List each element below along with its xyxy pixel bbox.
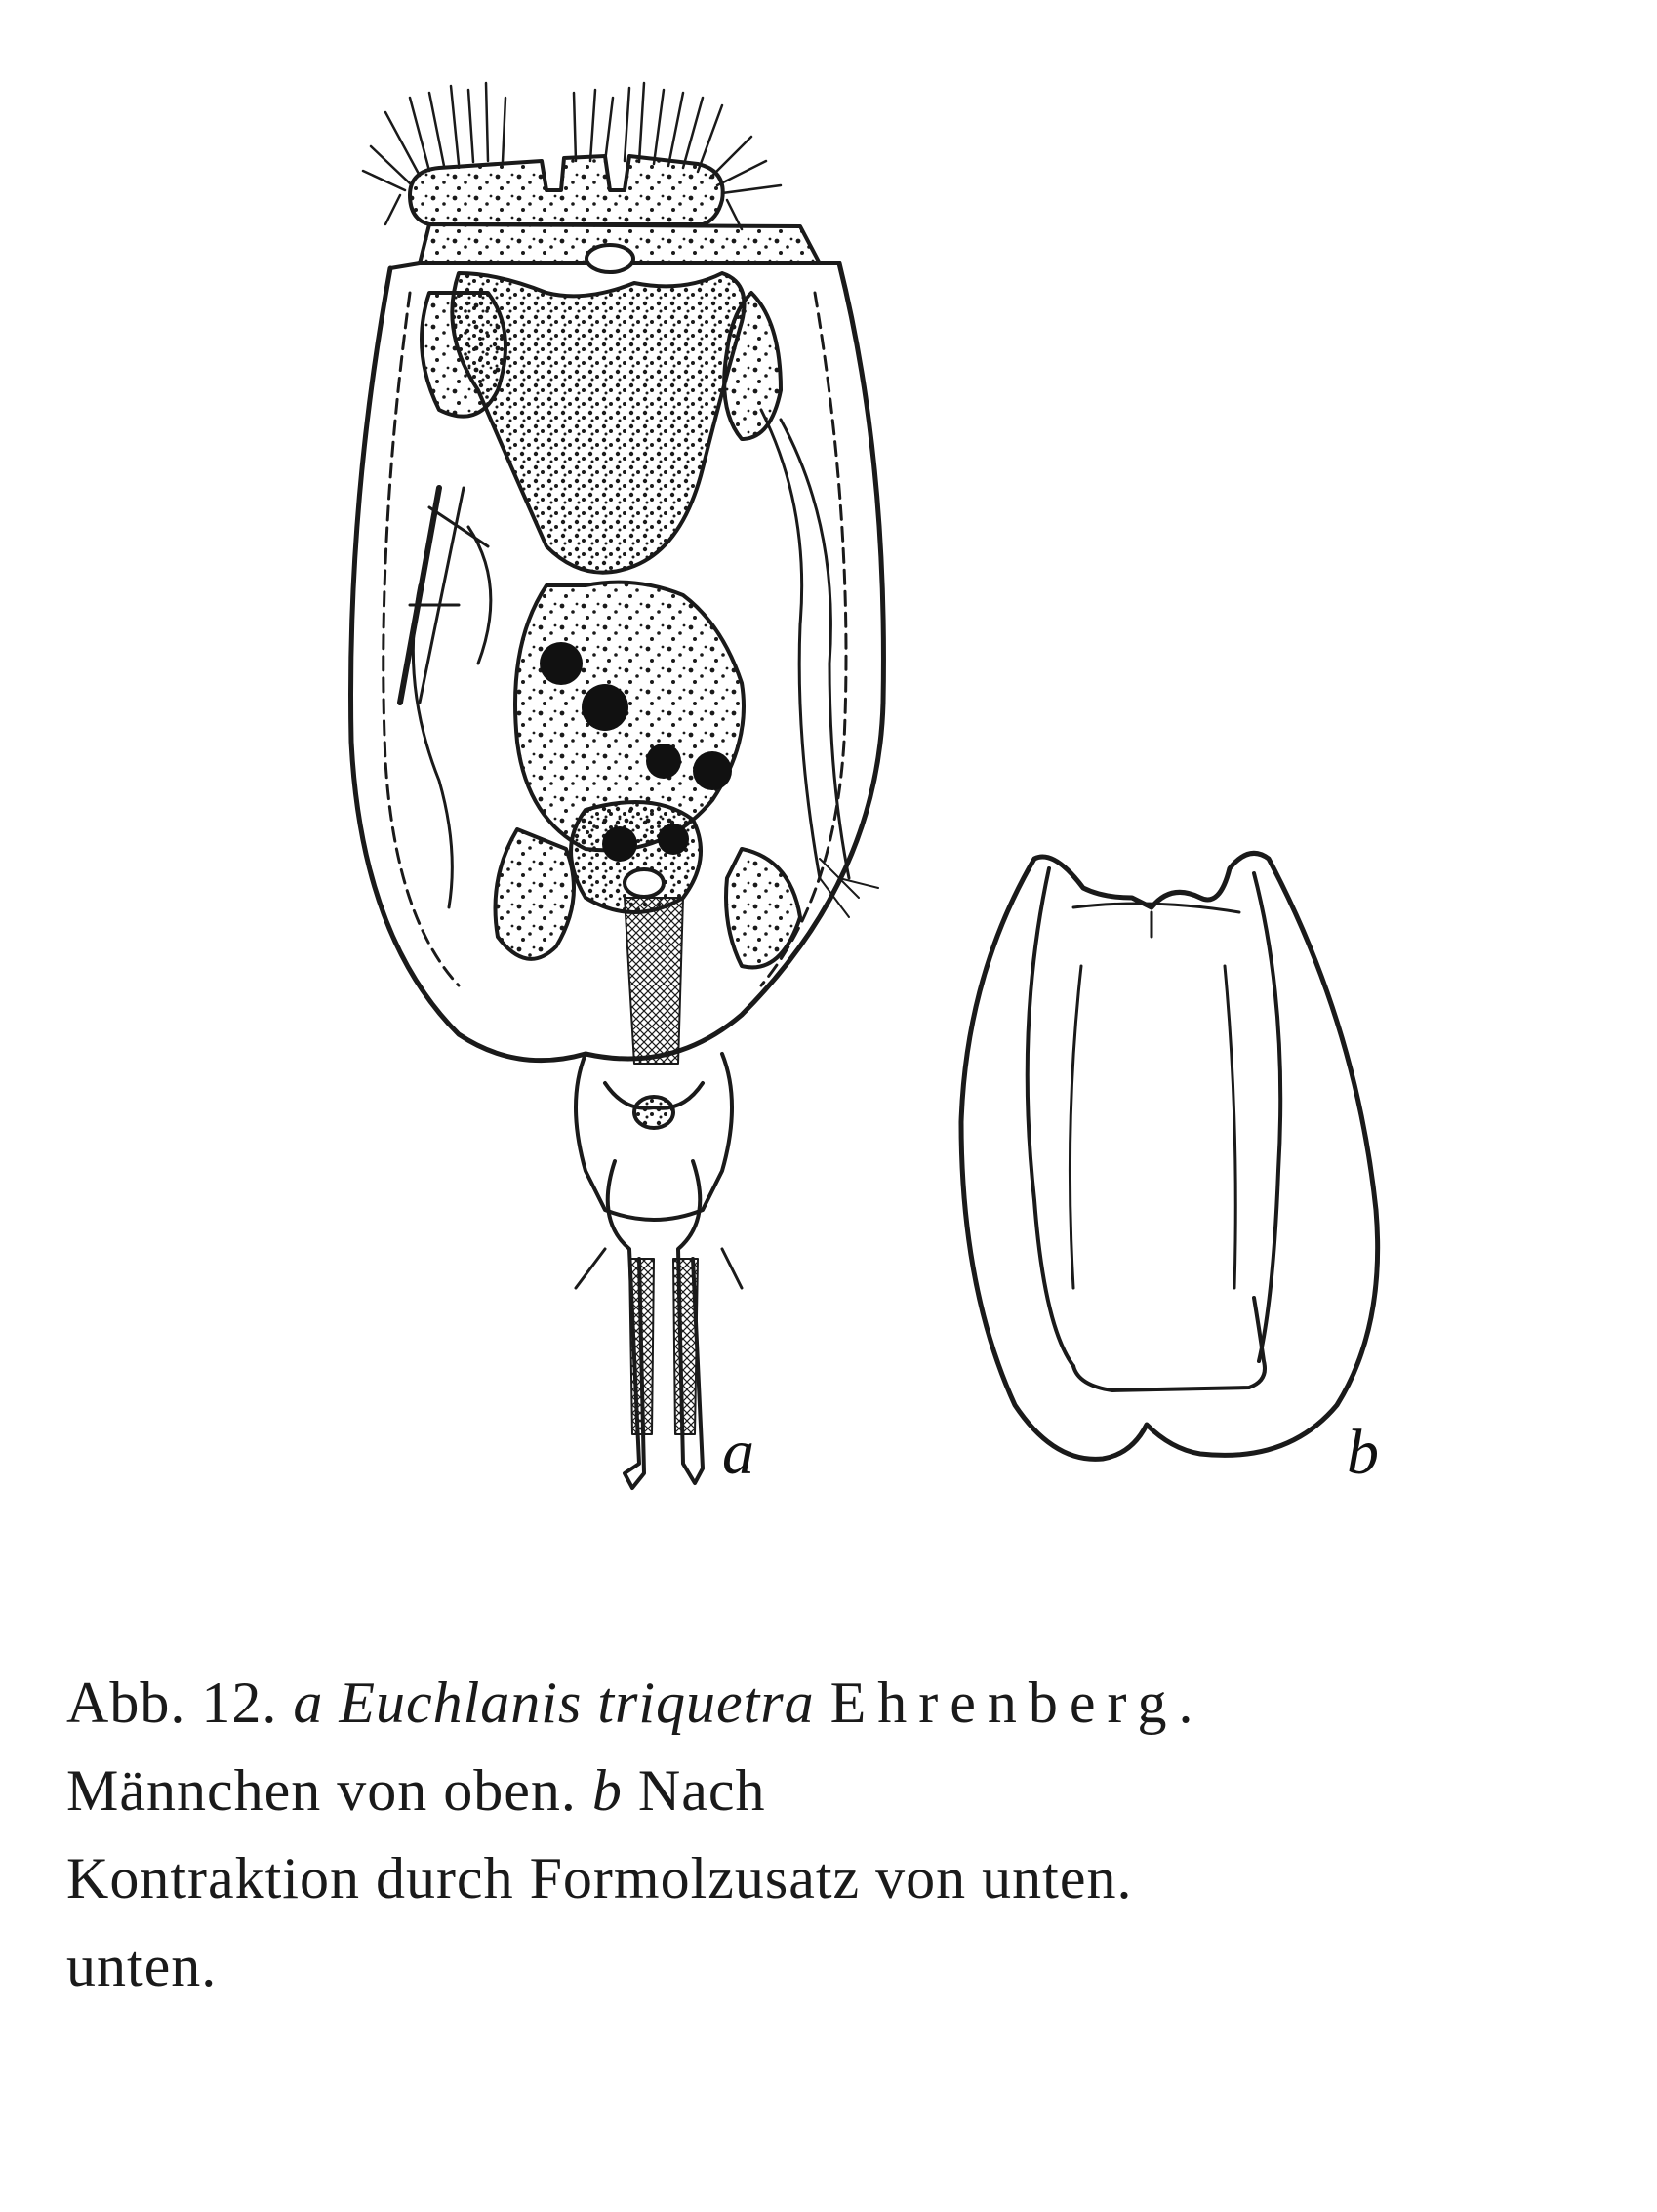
caption-line-4: unten. xyxy=(66,1934,218,1998)
duct xyxy=(625,898,683,1064)
lorica-inner-rim xyxy=(1073,904,1239,912)
left-gland xyxy=(422,293,505,417)
lorica-inner-right xyxy=(1254,873,1280,1361)
right-lower-gland xyxy=(726,849,800,967)
caption-line-1 xyxy=(66,1659,1608,1747)
caption-species: Euchlanis triquetra xyxy=(339,1670,815,1735)
figure-b-lorica xyxy=(961,853,1378,1459)
caption-prefix: Abb. 12. xyxy=(66,1670,278,1735)
caption-line-2 xyxy=(66,1747,1608,1834)
left-lower-gland xyxy=(496,829,575,959)
caption-part-b-letter: b xyxy=(591,1758,623,1823)
caption-line-2-text: Männchen von oben. xyxy=(66,1758,577,1823)
caption-line-2-tail: Nach xyxy=(637,1758,766,1823)
lorica-inner-left xyxy=(1028,868,1073,1366)
figure-a-label: a xyxy=(722,1417,754,1488)
head-corona xyxy=(410,156,723,224)
figure-caption xyxy=(66,1659,1608,2010)
foot xyxy=(576,1054,732,1220)
lorica-outline xyxy=(961,853,1378,1459)
figure-b-label: b xyxy=(1347,1417,1379,1488)
caption-part-a-letter: a xyxy=(293,1670,324,1735)
figure-a-rotifer xyxy=(351,83,884,1488)
caption-author: Ehrenberg. xyxy=(829,1670,1205,1735)
caption-line-3: Kontraktion durch Formolzusatz von unten. xyxy=(66,1846,1133,1910)
lorica-ventral-plate xyxy=(1073,1298,1265,1390)
eye-spot xyxy=(586,245,633,272)
